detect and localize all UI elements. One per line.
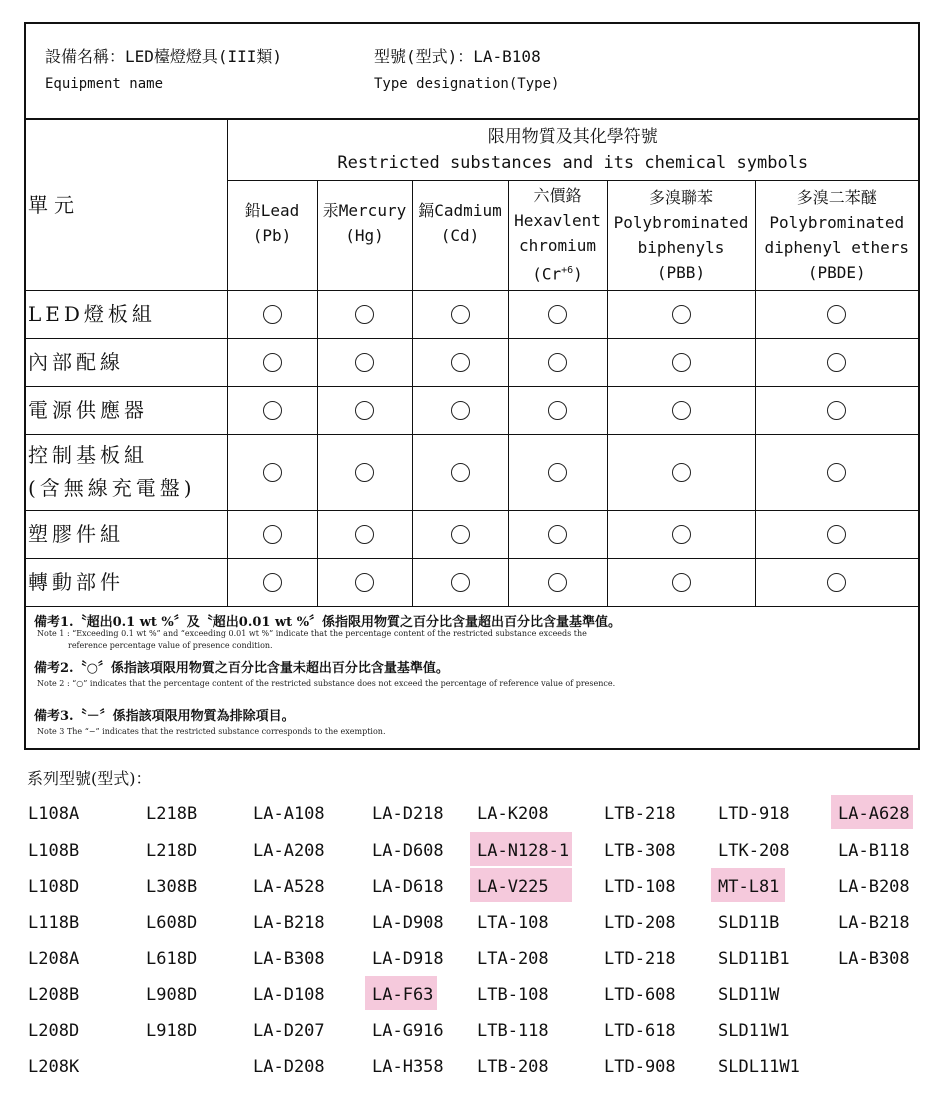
model-item: LTK-208	[718, 841, 790, 861]
model-item: LTB-118	[477, 1021, 549, 1041]
presence-cell	[412, 434, 508, 510]
model-item: LTA-108	[477, 913, 549, 933]
model-item: LTD-608	[604, 985, 676, 1005]
model-item: LTB-108	[477, 985, 549, 1005]
model-item: L118B	[28, 913, 80, 933]
substance-line2: Polybrominated	[613, 213, 749, 232]
restricted-substances-table	[26, 118, 918, 607]
circle-mark-icon	[355, 305, 374, 324]
model-item: LTA-208	[477, 949, 549, 969]
presence-cell	[607, 510, 755, 558]
circle-mark-icon	[548, 463, 567, 482]
model-item: L208B	[28, 985, 80, 1005]
circle-mark-icon	[672, 305, 691, 324]
presence-cell	[412, 386, 508, 434]
circle-mark-icon	[263, 573, 282, 592]
component-row	[26, 558, 918, 606]
model-item: LA-B208	[838, 877, 910, 897]
presence-cell	[607, 338, 755, 386]
component-name	[26, 290, 227, 338]
presence-cell	[227, 558, 317, 606]
presence-cell	[412, 558, 508, 606]
circle-mark-icon	[827, 401, 846, 420]
model-item: L608D	[146, 913, 198, 933]
substance-header-2	[412, 180, 508, 290]
substance-line4: (PBB)	[656, 263, 706, 282]
circle-mark-icon	[672, 401, 691, 420]
component-rows	[26, 290, 918, 606]
restricted-header-en: Restricted substances and its chemical symbols	[337, 152, 809, 173]
form-header	[26, 24, 918, 120]
circle-mark-icon	[263, 353, 282, 372]
presence-cell	[508, 510, 607, 558]
model-item: LA-B218	[838, 913, 910, 933]
substance-line4	[228, 248, 317, 273]
model-item: LA-A208	[253, 841, 325, 861]
model-item: MT-L81	[718, 877, 780, 897]
restricted-header-zh: 限用物質及其化學符號	[487, 126, 658, 147]
substance-line2: Polybrominated	[769, 213, 905, 232]
substance-header-4	[607, 180, 755, 290]
model-item: LA-D918	[372, 949, 444, 969]
model-item: L108A	[28, 804, 80, 824]
model-item: LTB-218	[604, 804, 676, 824]
substance-line3: (Pb)	[252, 225, 292, 245]
presence-cell	[755, 434, 918, 510]
circle-mark-icon	[355, 573, 374, 592]
presence-cell	[607, 290, 755, 338]
circle-mark-icon	[451, 401, 470, 420]
presence-cell	[607, 434, 755, 510]
model-item: L618D	[146, 949, 198, 969]
model-item: LTD-618	[604, 1021, 676, 1041]
presence-cell	[607, 558, 755, 606]
substance-line3: (Cd)	[440, 225, 480, 245]
series-models-title: 系列型號(型式)：	[27, 769, 152, 788]
model-item: SLD11W	[718, 985, 780, 1005]
component-row	[26, 290, 918, 338]
circle-mark-icon	[355, 401, 374, 420]
presence-cell	[508, 338, 607, 386]
note-2-zh: 備考2.〝○〞係指該項限用物質之百分比含量未超出百分比含量基準值。	[34, 661, 449, 676]
model-item: LA-V225	[477, 877, 549, 897]
substance-line3: biphenyls	[637, 238, 725, 257]
note-1-zh: 備考1.〝超出0.1 wt %〞及〝超出0.01 wt %〞係指限用物質之百分比含量超出百分比含量基準值。	[34, 615, 622, 630]
model-item: LA-D108	[253, 985, 325, 1005]
presence-cell	[317, 338, 412, 386]
model-item: LTD-108	[604, 877, 676, 897]
model-item: LA-B308	[838, 949, 910, 969]
circle-mark-icon	[451, 525, 470, 544]
circle-mark-icon	[827, 525, 846, 544]
model-item: LA-D908	[372, 913, 444, 933]
component-row	[26, 386, 918, 434]
model-item: LA-B218	[253, 913, 325, 933]
circle-mark-icon	[548, 401, 567, 420]
equipment-name-zh: 設備名稱：LED檯燈燈具(III類)	[45, 47, 283, 66]
model-item: LA-N128-1	[477, 841, 570, 861]
type-designation-zh: 型號(型式)：LA-B108	[374, 47, 541, 66]
model-item: SLD11B	[718, 913, 780, 933]
presence-cell	[317, 434, 412, 510]
model-item: L918D	[146, 1021, 198, 1041]
component-name	[26, 386, 227, 434]
model-item: LA-A108	[253, 804, 325, 824]
presence-cell	[755, 510, 918, 558]
presence-cell	[508, 290, 607, 338]
model-item: L908D	[146, 985, 198, 1005]
component-name-line: 內部配線	[28, 349, 124, 374]
model-item: SLDL11W1	[718, 1057, 800, 1077]
circle-mark-icon	[672, 463, 691, 482]
model-item: LA-B308	[253, 949, 325, 969]
component-name-line: LED燈板組	[28, 301, 156, 326]
presence-cell	[508, 386, 607, 434]
model-item: L218B	[146, 804, 198, 824]
circle-mark-icon	[672, 353, 691, 372]
substance-line3: diphenyl ethers	[764, 238, 910, 257]
component-name-line: 塑膠件組	[28, 521, 124, 546]
model-item: LA-D207	[253, 1021, 325, 1041]
circle-mark-icon	[827, 305, 846, 324]
circle-mark-icon	[451, 353, 470, 372]
model-item: LTB-208	[477, 1057, 549, 1077]
presence-cell	[755, 338, 918, 386]
circle-mark-icon	[263, 525, 282, 544]
model-item: LTB-308	[604, 841, 676, 861]
component-name	[26, 338, 227, 386]
model-item: L108B	[28, 841, 80, 861]
model-item: LTD-908	[604, 1057, 676, 1077]
substance-line1: 多溴聯苯	[648, 188, 713, 207]
circle-mark-icon	[548, 305, 567, 324]
circle-mark-icon	[672, 573, 691, 592]
circle-mark-icon	[548, 353, 567, 372]
model-item: L208D	[28, 1021, 80, 1041]
substance-header-3	[508, 180, 607, 290]
model-item: L108D	[28, 877, 80, 897]
circle-mark-icon	[451, 305, 470, 324]
substance-header-0	[227, 180, 317, 290]
presence-cell	[317, 290, 412, 338]
unit-column-header: 單元	[26, 118, 227, 290]
model-item: LA-B118	[838, 841, 910, 861]
substance-line4	[318, 248, 412, 273]
circle-mark-icon	[548, 525, 567, 544]
model-item: LA-A628	[838, 804, 910, 824]
substance-line4	[413, 248, 508, 273]
presence-cell	[317, 386, 412, 434]
model-item: LA-D218	[372, 804, 444, 824]
model-item: L308B	[146, 877, 198, 897]
model-item: SLD11B1	[718, 949, 790, 969]
model-item: L218D	[146, 841, 198, 861]
component-name	[26, 558, 227, 606]
note-2-en: Note 2 : “○” indicates that the percentage content of the restricted substance does not exceed the percentage of reference value of presence.	[37, 679, 616, 688]
model-item: LTD-918	[718, 804, 790, 824]
model-item: LA-G916	[372, 1021, 444, 1041]
presence-cell	[227, 290, 317, 338]
presence-cell	[412, 510, 508, 558]
substance-line3: (Hg)	[345, 225, 384, 245]
substance-line2: 汞Mercury	[322, 200, 407, 220]
presence-cell	[755, 558, 918, 606]
circle-mark-icon	[827, 353, 846, 372]
component-name	[26, 510, 227, 558]
model-item: LA-F63	[372, 985, 434, 1005]
note-1-en-b: reference percentage value of presence condition.	[68, 641, 273, 650]
presence-cell	[412, 290, 508, 338]
model-item: LA-K208	[477, 804, 549, 824]
circle-mark-icon	[827, 463, 846, 482]
substance-line2: 鎘Cadmium	[418, 200, 502, 220]
circle-mark-icon	[355, 525, 374, 544]
circle-mark-icon	[263, 401, 282, 420]
note-3-en: Note 3 The “−” indicates that the restricted substance corresponds to the exemption.	[37, 727, 386, 736]
presence-cell	[508, 434, 607, 510]
circle-mark-icon	[672, 525, 691, 544]
presence-cell	[508, 558, 607, 606]
substance-line1: 多溴二苯醚	[796, 188, 877, 207]
model-item: LTD-218	[604, 949, 676, 969]
presence-cell	[317, 558, 412, 606]
presence-cell	[412, 338, 508, 386]
substance-line2: Hexavlent	[514, 211, 601, 231]
presence-cell	[227, 386, 317, 434]
substance-line2: 鉛Lead	[244, 200, 300, 220]
component-name	[26, 434, 227, 510]
model-item: L208A	[28, 949, 80, 969]
model-item: LA-D608	[372, 841, 444, 861]
substance-line4: $(Cr^{+6})$	[532, 264, 583, 284]
circle-mark-icon	[548, 573, 567, 592]
presence-cell	[227, 338, 317, 386]
circle-mark-icon	[827, 573, 846, 592]
model-item: LA-H358	[372, 1057, 444, 1077]
model-item: LA-D618	[372, 877, 444, 897]
circle-mark-icon	[355, 463, 374, 482]
model-item: LTD-208	[604, 913, 676, 933]
note-3-zh: 備考3.〝－〞係指該項限用物質為排除項目。	[34, 709, 295, 724]
type-designation-en: Type designation(Type)	[374, 76, 560, 92]
model-item: LA-A528	[253, 877, 325, 897]
circle-mark-icon	[263, 463, 282, 482]
component-row	[26, 338, 918, 386]
presence-cell	[317, 510, 412, 558]
circle-mark-icon	[263, 305, 282, 324]
circle-mark-icon	[451, 463, 470, 482]
presence-cell	[607, 386, 755, 434]
component-name-line: 電源供應器	[28, 397, 148, 422]
circle-mark-icon	[355, 353, 374, 372]
component-name-line: 轉動部件	[28, 569, 124, 594]
component-name-line: 控制基板組	[28, 443, 148, 467]
presence-cell	[227, 510, 317, 558]
model-item: L208K	[28, 1057, 80, 1077]
component-name-line: (含無線充電盤)	[28, 476, 196, 500]
substance-line1: 六價鉻	[533, 186, 582, 206]
presence-cell	[755, 290, 918, 338]
presence-cell	[227, 434, 317, 510]
substance-header-5	[755, 180, 918, 290]
presence-cell	[755, 386, 918, 434]
model-item: LA-D208	[253, 1057, 325, 1077]
model-item: SLD11W1	[718, 1021, 790, 1041]
notes-section	[26, 607, 918, 748]
component-row	[26, 510, 918, 558]
substance-line4: (PBDE)	[807, 263, 866, 282]
component-row	[26, 434, 918, 510]
substance-header-1	[317, 180, 412, 290]
rohs-declaration-form	[24, 22, 920, 750]
substance-line3: chromium	[518, 236, 597, 256]
circle-mark-icon	[451, 573, 470, 592]
restricted-substances-header	[227, 118, 918, 180]
note-1-en-a: Note 1 : “Exceeding 0.1 wt %” and “exceeding 0.01 wt %” indicate that the percentage content of the restricted substance exceeds the	[37, 629, 587, 638]
equipment-name-en: Equipment name	[45, 76, 164, 92]
